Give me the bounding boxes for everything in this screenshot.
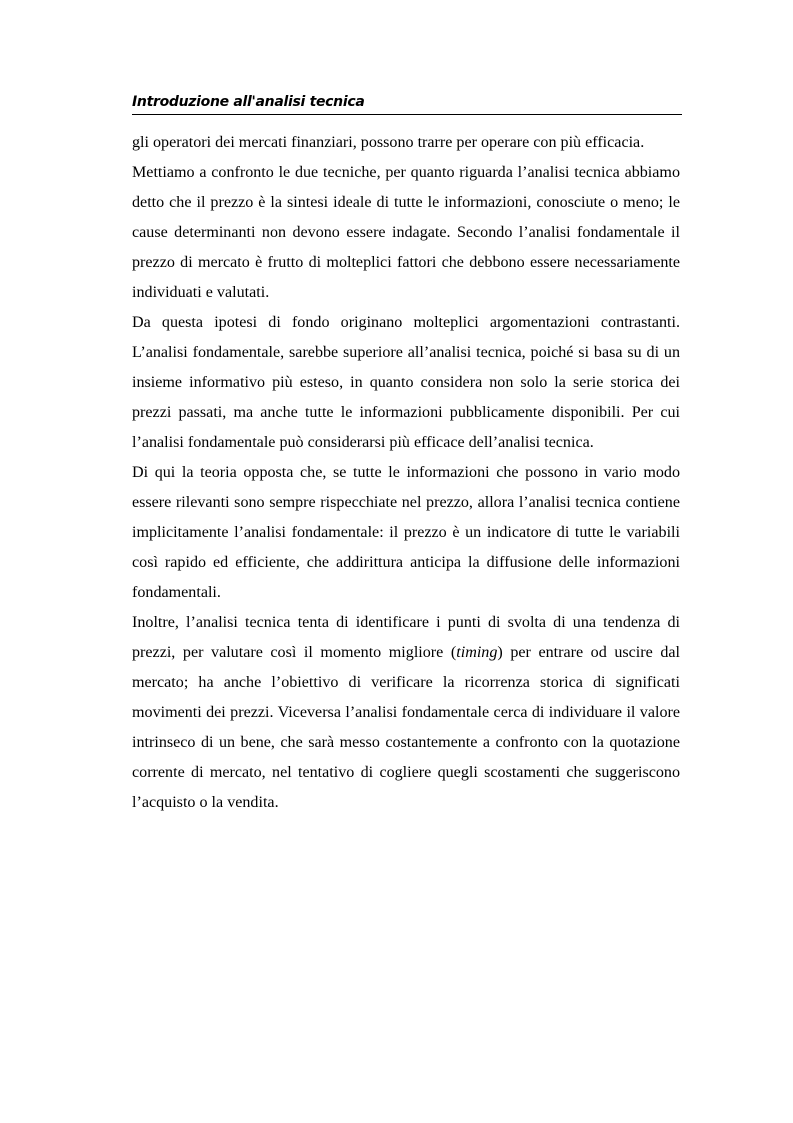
paragraph: Mettiamo a confronto le due tecniche, per quanto riguarda l’analisi tecnica abbiamo detto che il prezzo è la sintesi ideale di tutte le informazioni, conosciute o meno; le cause determinanti non devono essere indagate. Secondo l’analisi fondamentale il prezzo di mercato è frutto di molteplici fattori che debbono essere necessariamente individuati e valutati. [132, 164, 680, 301]
paragraph [132, 608, 680, 818]
body-text [132, 128, 680, 818]
italic-term: timing [456, 644, 498, 661]
header-title: Introduzione all'analisi tecnica [132, 94, 365, 110]
paragraph: gli operatori dei mercati finanziari, possono trarre per operare con più efficacia. [132, 134, 645, 151]
paragraph: Di qui la teoria opposta che, se tutte le informazioni che possono in vario modo essere rilevanti sono sempre rispecchiate nel prezzo, allora l’analisi tecnica contiene implicitamente l’analisi fondamentale: il prezzo è un indicatore di tutte le variabili così rapido ed efficiente, che addirittura anticipa la diffusione delle informazioni fondamentali. [132, 464, 680, 601]
running-header [132, 92, 682, 115]
paragraph-text: ) per entrare od uscire dal mercato; ha anche l’obiettivo di verificare la ricorrenza storica di significati movimenti dei prezzi. Viceversa l’analisi fondamentale cerca di individuare il valore intrinseco di un bene, che sarà messo costantemente a confronto con la quotazione corrente di mercato, nel tentativo di cogliere quegli scostamenti che suggeriscono l’acquisto o la vendita. [132, 644, 680, 811]
paragraph-text: Inoltre, l’analisi tecnica tenta di identificare i punti di svolta di una tendenza di prezzi, per valutare così il momento migliore ( [132, 614, 680, 661]
paragraph: Da questa ipotesi di fondo originano molteplici argomentazioni contrastanti. L’analisi fondamentale, sarebbe superiore all’analisi tecnica, poiché si basa su di un insieme informativo più esteso, in quanto considera non solo la serie storica dei prezzi passati, ma anche tutte le informazioni pubblicamente disponibili. Per cui l’analisi fondamentale può considerarsi più efficace dell’analisi tecnica. [132, 314, 680, 451]
